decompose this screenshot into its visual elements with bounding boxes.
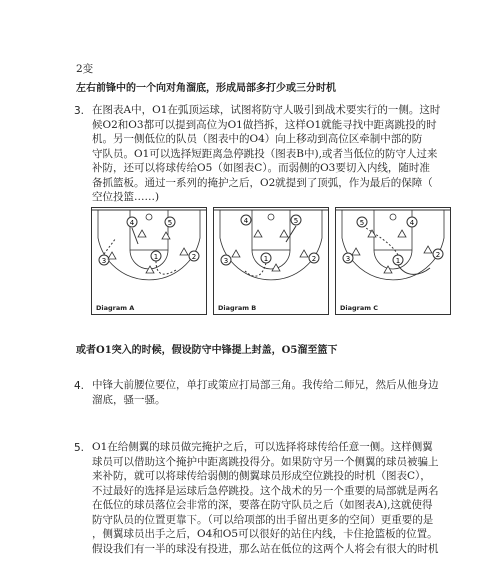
svg-text:2: 2 xyxy=(191,253,197,261)
item-3-number: 3. xyxy=(74,105,85,117)
svg-text:1: 1 xyxy=(395,257,401,265)
svg-text:2: 2 xyxy=(311,255,317,263)
svg-text:5: 5 xyxy=(293,217,299,225)
item-3-line: 空位投篮……) xyxy=(92,191,160,203)
item-3-line: 候O2和O3都可以提到高位为O1做挡拆，这样O1就能寻找中距离跳投的时 xyxy=(92,118,437,131)
diagram-b-label: Diagram B xyxy=(218,304,257,312)
offense-players xyxy=(221,215,319,265)
defense-players xyxy=(352,230,432,273)
item-4-line: 溜底，骚一骚。 xyxy=(92,393,166,406)
item-3-line: 守队员。O1可以选择短距离急停跳投（图表B中),或者当低位的防守人过来 xyxy=(92,147,438,160)
item-4-text xyxy=(92,378,439,407)
offense-players xyxy=(343,217,443,265)
item-5-line: 来补防，就可以将球传给弱侧的侧翼球员形成空位跳投的时机（图表C）， xyxy=(92,470,431,482)
svg-text:2: 2 xyxy=(435,251,441,259)
diagram-b xyxy=(213,207,329,315)
diagram-a xyxy=(91,207,207,315)
item-5-number: 5. xyxy=(74,442,85,454)
item-5-line: 球员可以借助这个掩护中距离跳投得分。如果防守另一个侧翼的球员被骗上 xyxy=(92,455,439,468)
item-5-text xyxy=(92,440,439,556)
svg-text:1: 1 xyxy=(263,255,269,263)
item-5-line: ，侧翼球员出手之后，O4和O5可以很好的站住内线，卡住抢篮板的位置。 xyxy=(92,528,438,540)
defense-players xyxy=(232,230,308,271)
svg-text:5: 5 xyxy=(167,219,173,227)
svg-text:4: 4 xyxy=(409,219,415,227)
diagram-c-label: Diagram C xyxy=(340,304,379,312)
svg-text:3: 3 xyxy=(223,257,229,265)
item-3-line: 机。另一侧低位的队员（图表中的O4）向上移动到高位区牵制中部的防 xyxy=(92,133,423,145)
item-5-line: O1在给侧翼的球员做完掩护之后，可以选择将球传给任意一侧。这样侧翼 xyxy=(92,441,433,453)
item-3-line: 在图表A中，O1在弧顶运球，试图将防守人吸引到战术要实行的一侧。这时 xyxy=(92,104,441,116)
item-4-number: 4. xyxy=(74,380,85,392)
diagram-a-label: Diagram A xyxy=(96,304,135,312)
item-5-line: 在低位的球员落位会非常的深，要落在防守队员之后（如图表A),这就使得 xyxy=(92,499,433,511)
diagram-c xyxy=(335,207,451,315)
svg-text:3: 3 xyxy=(345,255,351,263)
item-5-line: 不过最好的选择是运球后急停跳投。这个战术的另一个重要的局部就是两名 xyxy=(92,484,439,497)
svg-text:4: 4 xyxy=(243,217,249,225)
item-5-line: 防守队员的位置更靠下。（可以给项部的出手留出更多的空间）更重要的是 xyxy=(92,513,434,526)
heading-2: 或者O1突入的时候，假设防守中锋提上封盖，O5溜至篮下 xyxy=(76,345,338,356)
item-5-line: 假设我们有一半的球没有投进，那么站在低位的这两个人将会有很大的时机 xyxy=(92,542,439,555)
defense-players xyxy=(108,230,188,273)
svg-text:5: 5 xyxy=(359,219,365,227)
heading-1: 左右前锋中的一个向对角溜底，形成局部多打少或三分时机 xyxy=(76,83,336,94)
item-4-line: 中锋大前腰位要位，单打或策应打局部三角。我传给二师兄，然后从他身边 xyxy=(92,379,439,391)
item-3-line: 补防，还可以将球传给O5（如图表C）。而弱侧的O3要切入内线，随时准 xyxy=(92,162,430,174)
svg-text:1: 1 xyxy=(153,253,159,261)
item-3-line: 备抓篮板。通过一系列的掩护之后，O2就提到了顶弧，作为最后的保障（ xyxy=(92,176,433,189)
section-label: 2变 xyxy=(76,63,94,75)
svg-text:4: 4 xyxy=(129,219,135,227)
svg-text:3: 3 xyxy=(101,257,107,265)
item-3-text xyxy=(92,103,440,205)
